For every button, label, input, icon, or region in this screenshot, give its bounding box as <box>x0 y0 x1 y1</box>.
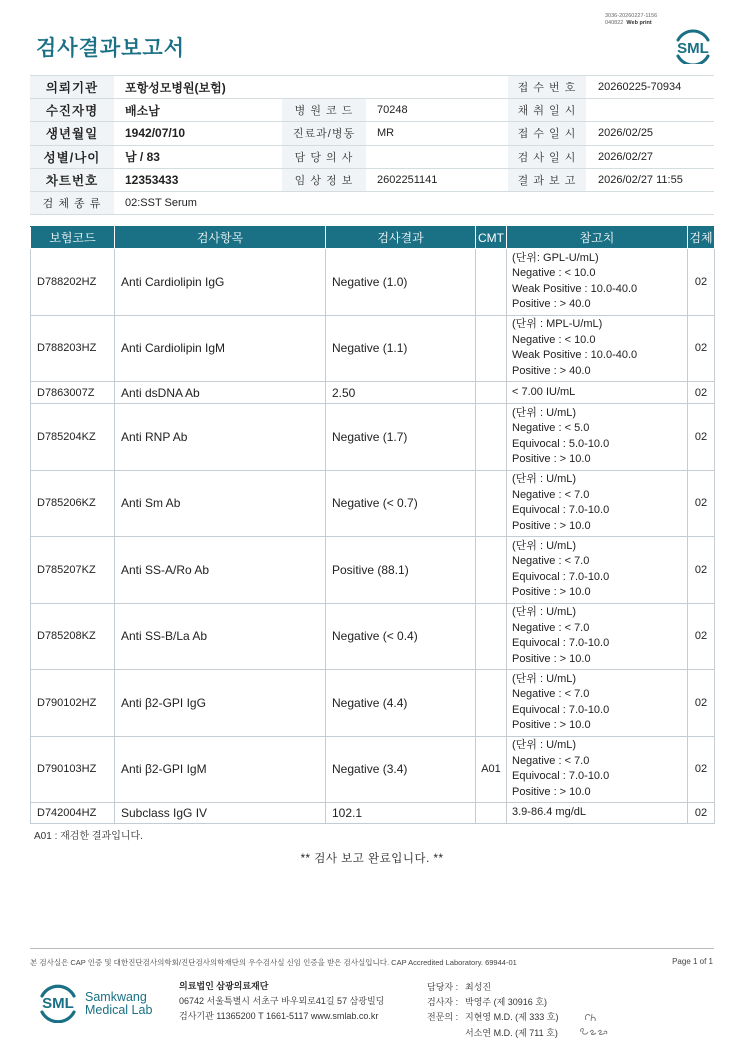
org-name: 의료법인 삼광의료재단 <box>179 981 269 991</box>
comment-note: A01 : 재검한 결과입니다. <box>34 831 143 842</box>
result-value: Negative (1.1) <box>326 315 476 382</box>
reference-line: (단위 : U/mL) <box>512 406 577 419</box>
info-row <box>30 168 714 191</box>
staff-label: 담당자 : <box>427 982 459 992</box>
report-value: 2026/02/27 11:55 <box>586 168 714 191</box>
specimen-value: 02:SST Serum <box>114 191 714 214</box>
result-row <box>31 803 715 824</box>
result-value: Negative (4.4) <box>326 670 476 737</box>
col-header-cmt: CMT <box>476 227 507 249</box>
test-date-value: 2026/02/27 <box>586 145 714 168</box>
result-specimen: 02 <box>688 603 715 670</box>
result-value: Negative (< 0.4) <box>326 603 476 670</box>
result-row <box>31 603 715 670</box>
reference-line: Negative : < 7.0 <box>512 688 590 701</box>
reference-line: Positive : > 10.0 <box>512 453 591 466</box>
result-value: Negative (3.4) <box>326 736 476 803</box>
result-item: Anti SS-B/La Ab <box>115 603 326 670</box>
patient-name-label: 수진자명 <box>30 99 114 122</box>
col-header-item: 검사항목 <box>115 227 326 249</box>
reference-line: Positive : > 10.0 <box>512 519 591 532</box>
reference-line: (단위 : U/mL) <box>512 606 577 619</box>
brand-line-1: Samkwang <box>85 990 147 1004</box>
reference-line: < 7.00 IU/mL <box>512 385 576 398</box>
staff-list <box>427 980 558 1041</box>
reference-line: Equivocal : 7.0-10.0 <box>512 770 610 783</box>
result-reference <box>507 404 688 471</box>
result-code: D785206KZ <box>31 470 115 537</box>
samkwang-logo-icon <box>37 981 79 1023</box>
receipt-date-value: 2026/02/25 <box>586 122 714 145</box>
page-number: Page 1 of 1 <box>672 957 713 966</box>
result-reference <box>507 470 688 537</box>
result-reference <box>507 249 688 316</box>
requester-value: 포항성모병원(보험) <box>114 76 508 99</box>
result-row <box>31 404 715 471</box>
reference-line: (단위 : U/mL) <box>512 739 577 752</box>
result-cmt <box>476 470 507 537</box>
result-code: D785208KZ <box>31 603 115 670</box>
staff-label: 검사자 : <box>427 997 459 1008</box>
reference-line: (단위 : MPL-U/mL) <box>512 318 603 331</box>
col-header-specimen: 검체 <box>688 227 715 249</box>
chart-no-label: 차트번호 <box>30 168 114 191</box>
result-code: D742004HZ <box>31 803 115 824</box>
reference-line: (단위 : U/mL) <box>512 473 577 486</box>
result-value: Negative (1.7) <box>326 404 476 471</box>
info-row <box>30 191 714 214</box>
clinical-label: 임 상 정 보 <box>282 168 366 191</box>
result-cmt <box>476 315 507 382</box>
info-row <box>30 99 714 122</box>
staff-value: 박영주 (제 30916 호) <box>465 997 547 1008</box>
result-value: 102.1 <box>326 803 476 824</box>
reference-line: 3.9-86.4 mg/dL <box>512 806 586 819</box>
result-item: Anti SS-A/Ro Ab <box>115 537 326 604</box>
results-header-row <box>31 227 715 249</box>
result-cmt: A01 <box>476 736 507 803</box>
result-row <box>31 470 715 537</box>
staff-row <box>427 1026 558 1041</box>
receipt-no-label: 접 수 번 호 <box>508 76 586 99</box>
footer-divider <box>30 948 714 949</box>
result-specimen: 02 <box>688 404 715 471</box>
reference-line: Equivocal : 7.0-10.0 <box>512 703 610 716</box>
result-code: D7863007Z <box>31 382 115 404</box>
reference-line: (단위 : U/mL) <box>512 672 577 685</box>
result-specimen: 02 <box>688 537 715 604</box>
reference-line: Equivocal : 7.0-10.0 <box>512 570 610 583</box>
result-reference <box>507 315 688 382</box>
result-reference <box>507 382 688 404</box>
result-code: D785204KZ <box>31 404 115 471</box>
dept-value: MR <box>366 122 508 145</box>
result-cmt <box>476 803 507 824</box>
result-cmt <box>476 249 507 316</box>
staff-row <box>427 995 558 1010</box>
reference-line: Positive : > 40.0 <box>512 298 591 311</box>
reference-line: Negative : < 7.0 <box>512 555 590 568</box>
staff-value: 최성진 <box>465 982 492 992</box>
staff-row <box>427 980 558 995</box>
col-header-result: 검사결과 <box>326 227 476 249</box>
staff-value: 지현영 M.D. (제 333 호) <box>465 1012 559 1023</box>
reference-line: Weak Positive : 10.0-40.0 <box>512 349 638 362</box>
receipt-date-label: 접 수 일 시 <box>508 122 586 145</box>
reference-line: Positive : > 40.0 <box>512 364 591 377</box>
reference-line: Negative : < 5.0 <box>512 422 590 435</box>
reference-line: Negative : < 7.0 <box>512 621 590 634</box>
birth-label: 생년월일 <box>30 122 114 145</box>
result-reference <box>507 603 688 670</box>
staff-label <box>427 1026 465 1041</box>
brand-line-2: Medical Lab <box>85 1003 153 1017</box>
reference-line: Equivocal : 7.0-10.0 <box>512 504 610 517</box>
samkwang-logo-text: SML <box>42 995 74 1012</box>
collect-date-value <box>586 99 714 122</box>
clinical-value: 2602251141 <box>366 168 508 191</box>
result-specimen: 02 <box>688 315 715 382</box>
lab-address <box>179 979 384 1024</box>
result-row <box>31 315 715 382</box>
hospital-code-value: 70248 <box>366 99 508 122</box>
result-reference <box>507 736 688 803</box>
result-cmt <box>476 603 507 670</box>
birth-value: 1942/07/10 <box>114 122 282 145</box>
reference-line: Weak Positive : 10.0-40.0 <box>512 282 638 295</box>
staff-label: 전문의 : <box>427 1012 459 1023</box>
result-value: 2.50 <box>326 382 476 404</box>
receipt-no-value: 20260225-70934 <box>586 76 714 99</box>
result-item: Subclass IgG IV <box>115 803 326 824</box>
sex-age-label: 성별/나이 <box>30 145 114 168</box>
results-table <box>30 226 715 824</box>
result-code: D785207KZ <box>31 537 115 604</box>
requester-label: 의뢰기관 <box>30 76 114 99</box>
reference-line: Positive : > 10.0 <box>512 785 591 798</box>
result-row <box>31 537 715 604</box>
print-id <box>605 13 657 27</box>
reference-line: Positive : > 10.0 <box>512 652 591 665</box>
test-date-label: 검 사 일 시 <box>508 145 586 168</box>
result-row <box>31 670 715 737</box>
result-item: Anti β2-GPI IgG <box>115 670 326 737</box>
result-specimen: 02 <box>688 249 715 316</box>
result-code: D790103HZ <box>31 736 115 803</box>
result-item: Anti dsDNA Ab <box>115 382 326 404</box>
result-reference <box>507 670 688 737</box>
patient-name-value: 배소남 <box>114 99 282 122</box>
result-value: Negative (1.0) <box>326 249 476 316</box>
staff-row <box>427 1010 558 1025</box>
result-reference <box>507 537 688 604</box>
result-cmt <box>476 382 507 404</box>
contact-line: 검사기관 11365200 T 1661-5117 www.smlab.co.kr <box>179 1011 379 1021</box>
reference-line: Negative : < 7.0 <box>512 754 590 767</box>
reference-line: (단위 : U/mL) <box>512 539 577 552</box>
info-row <box>30 145 714 168</box>
result-row <box>31 382 715 404</box>
reference-line: Equivocal : 7.0-10.0 <box>512 637 610 650</box>
specimen-label: 검 체 종 류 <box>30 191 114 214</box>
doctor-value <box>366 145 508 168</box>
result-value: Positive (88.1) <box>326 537 476 604</box>
result-item: Anti β2-GPI IgM <box>115 736 326 803</box>
brand-name <box>85 991 152 1017</box>
result-item: Anti Cardiolipin IgG <box>115 249 326 316</box>
result-item: Anti Sm Ab <box>115 470 326 537</box>
result-specimen: 02 <box>688 670 715 737</box>
reference-line: Negative : < 7.0 <box>512 488 590 501</box>
result-specimen: 02 <box>688 803 715 824</box>
result-code: D790102HZ <box>31 670 115 737</box>
reference-line: Negative : < 10.0 <box>512 267 596 280</box>
address-line: 06742 서울특별시 서초구 바우뫼로41길 57 삼광빌딩 <box>179 996 385 1006</box>
reference-line: Positive : > 10.0 <box>512 719 591 732</box>
result-reference <box>507 803 688 824</box>
report-title: 검사결과보고서 <box>36 37 186 60</box>
print-type: Web print <box>626 20 652 26</box>
report-complete-text: ** 검사 보고 완료입니다. ** <box>300 853 444 865</box>
result-cmt <box>476 404 507 471</box>
hospital-code-label: 병 원 코 드 <box>282 99 366 122</box>
certification-text: 본 검사실은 CAP 인증 및 대한진단검사의학회/진단검사의학재단의 우수검사실 신임 인증을 받은 검사실입니다. CAP Accredited Laboratory. 69944-01 <box>30 958 517 967</box>
result-specimen: 02 <box>688 382 715 404</box>
result-specimen: 02 <box>688 736 715 803</box>
result-item: Anti Cardiolipin IgM <box>115 315 326 382</box>
result-specimen: 02 <box>688 470 715 537</box>
result-code: D788203HZ <box>31 315 115 382</box>
result-code: D788202HZ <box>31 249 115 316</box>
sml-logo-text: SML <box>677 40 709 57</box>
collect-date-label: 채 취 일 시 <box>508 99 586 122</box>
result-row <box>31 736 715 803</box>
dept-label: 진료과/병동 <box>282 122 366 145</box>
report-label: 결 과 보 고 <box>508 168 586 191</box>
result-item: Anti RNP Ab <box>115 404 326 471</box>
info-row <box>30 76 714 99</box>
reference-line: Negative : < 10.0 <box>512 333 596 346</box>
reference-line: Equivocal : 5.0-10.0 <box>512 437 610 450</box>
result-cmt <box>476 537 507 604</box>
signature-icon <box>578 1008 610 1038</box>
col-header-reference: 참고치 <box>507 227 688 249</box>
col-header-code: 보험코드 <box>31 227 115 249</box>
print-id-sub: 040822 <box>605 20 624 26</box>
print-id-number: 3036-20260227-1156 <box>605 13 658 19</box>
reference-line: (단위: GPL-U/mL) <box>512 251 599 264</box>
info-row <box>30 122 714 145</box>
reference-line: Positive : > 10.0 <box>512 586 591 599</box>
sml-logo-icon <box>672 26 714 64</box>
staff-value: 서소연 M.D. (제 711 호) <box>465 1027 558 1038</box>
result-value: Negative (< 0.7) <box>326 470 476 537</box>
result-row <box>31 249 715 316</box>
doctor-label: 담 당 의 사 <box>282 145 366 168</box>
result-cmt <box>476 670 507 737</box>
patient-info-table <box>30 75 714 215</box>
chart-no-value: 12353433 <box>114 168 282 191</box>
sex-age-value: 남 / 83 <box>114 145 282 168</box>
